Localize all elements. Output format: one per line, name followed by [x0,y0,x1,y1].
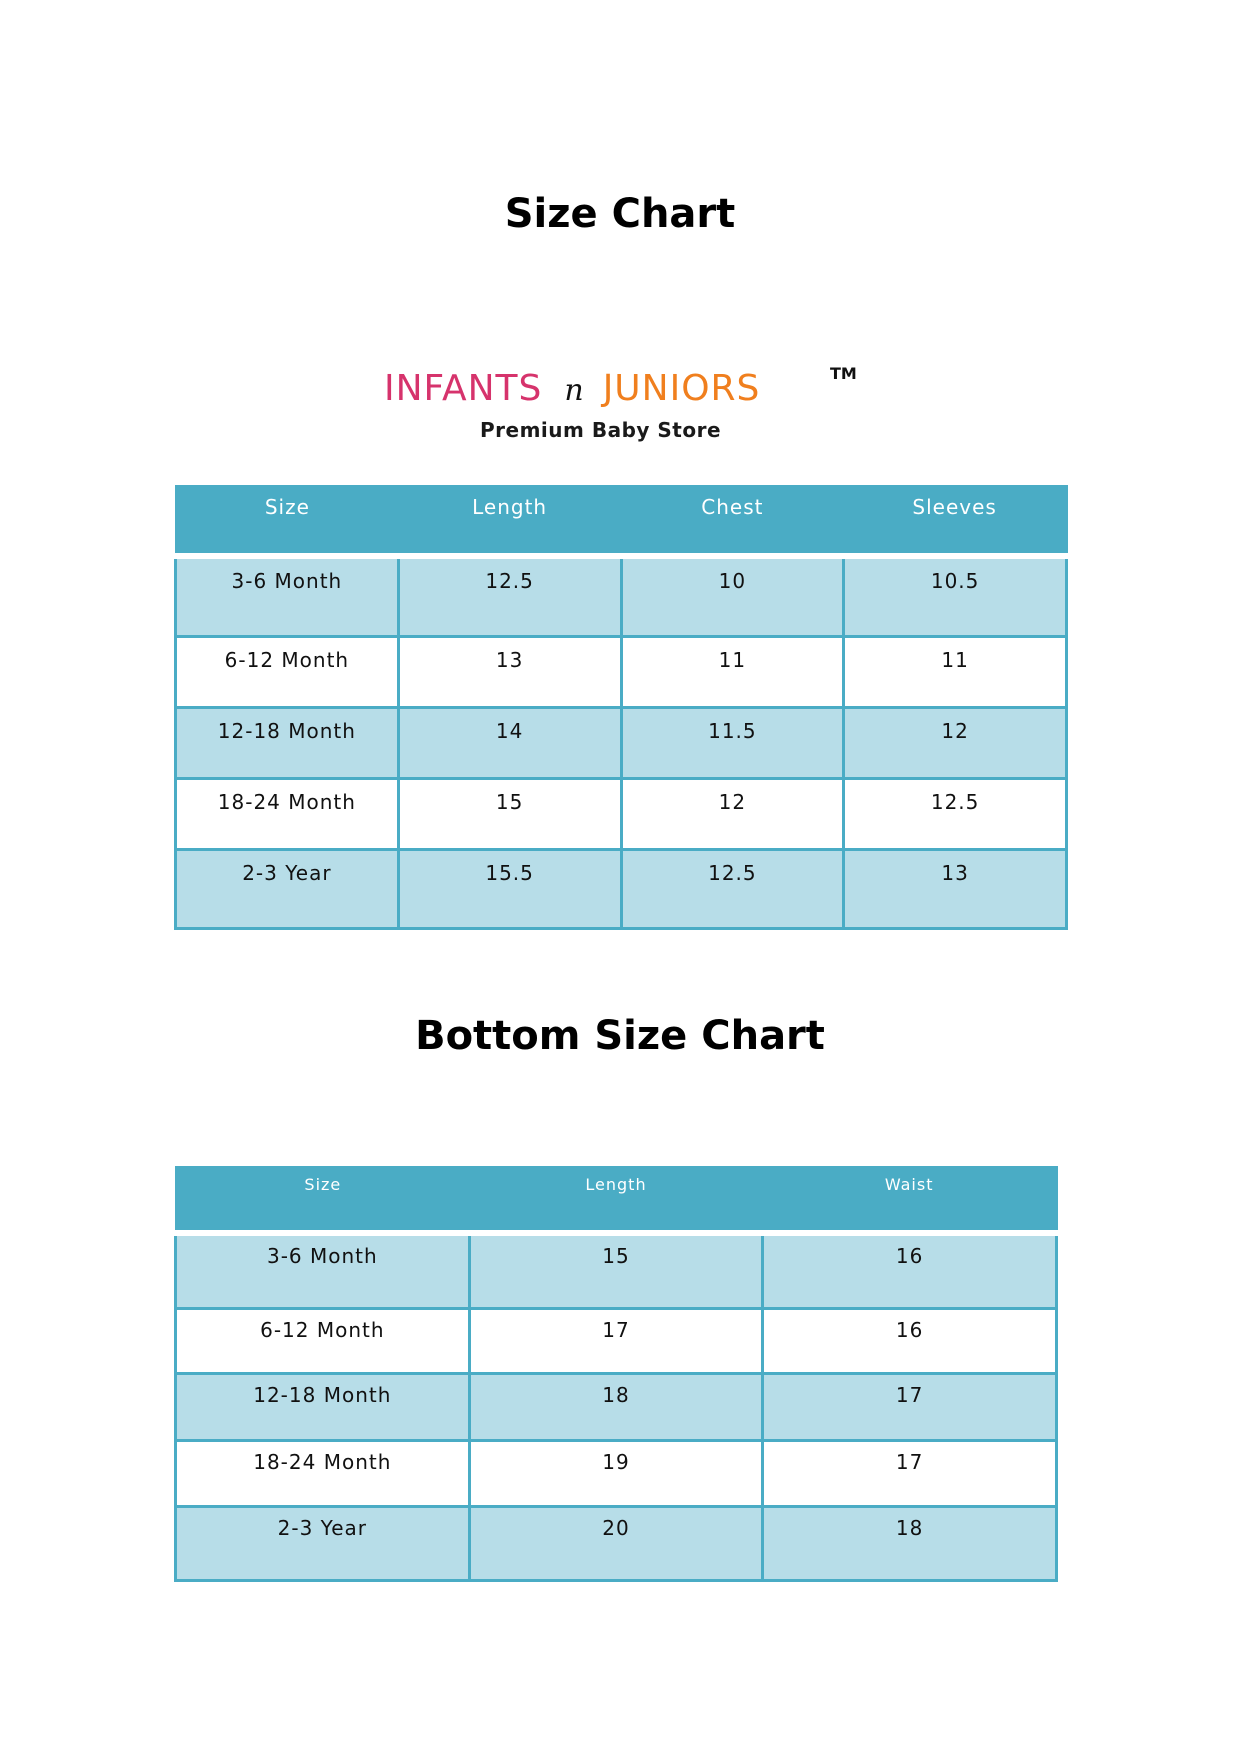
cell-size: 2-3 Year [176,849,399,928]
top-size-table [174,485,1068,930]
cell-length: 18 [469,1373,763,1440]
cell-length: 20 [469,1506,763,1580]
column-header-length: Length [469,1167,763,1233]
cell-length: 12.5 [398,556,621,636]
bottom-size-table [174,1166,1058,1582]
cell-chest: 11 [621,636,844,707]
table-row [176,636,1067,707]
cell-chest: 11.5 [621,707,844,778]
cell-waist: 17 [763,1440,1057,1506]
column-header-waist: Waist [763,1167,1057,1233]
table-row [176,778,1067,849]
table-row [176,556,1067,636]
cell-length: 15.5 [398,849,621,928]
brand-logo [384,360,864,460]
cell-waist: 18 [763,1506,1057,1580]
column-header-chest: Chest [621,486,844,556]
column-header-size: Size [176,1167,470,1233]
table-header-row [176,486,1067,556]
cell-waist: 17 [763,1373,1057,1440]
section-title-bottom: Bottom Size Chart [415,1013,825,1059]
cell-size: 6-12 Month [176,1308,470,1373]
table-row [176,1506,1057,1580]
cell-size: 3-6 Month [176,556,399,636]
table-row [176,1440,1057,1506]
cell-size: 2-3 Year [176,1506,470,1580]
cell-length: 13 [398,636,621,707]
table-row [176,1373,1057,1440]
cell-sleeves: 10.5 [844,556,1067,636]
cell-size: 12-18 Month [176,1373,470,1440]
logo-tagline: Premium Baby Store [480,418,722,442]
table-row [176,849,1067,928]
cell-length: 15 [469,1233,763,1308]
logo-wordmark [384,360,760,418]
cell-length: 17 [469,1308,763,1373]
cell-size: 12-18 Month [176,707,399,778]
table-row [176,707,1067,778]
column-header-sleeves: Sleeves [844,486,1067,556]
cell-chest: 12.5 [621,849,844,928]
cell-waist: 16 [763,1233,1057,1308]
cell-sleeves: 12.5 [844,778,1067,849]
cell-size: 3-6 Month [176,1233,470,1308]
cell-sleeves: 13 [844,849,1067,928]
cell-chest: 10 [621,556,844,636]
logo-trademark: TM [830,364,857,383]
table-row [176,1233,1057,1308]
cell-length: 14 [398,707,621,778]
logo-connector: n [564,373,585,408]
column-header-length: Length [398,486,621,556]
cell-length: 19 [469,1440,763,1506]
logo-infants-text: INFANTS [384,368,543,409]
cell-size: 18-24 Month [176,1440,470,1506]
cell-size: 18-24 Month [176,778,399,849]
cell-length: 15 [398,778,621,849]
table-header-row [176,1167,1057,1233]
cell-chest: 12 [621,778,844,849]
page-title: Size Chart [504,191,736,237]
logo-juniors-text: JUNIORS [602,368,761,409]
cell-waist: 16 [763,1308,1057,1373]
cell-size: 6-12 Month [176,636,399,707]
column-header-size: Size [176,486,399,556]
table-row [176,1308,1057,1373]
cell-sleeves: 11 [844,636,1067,707]
cell-sleeves: 12 [844,707,1067,778]
